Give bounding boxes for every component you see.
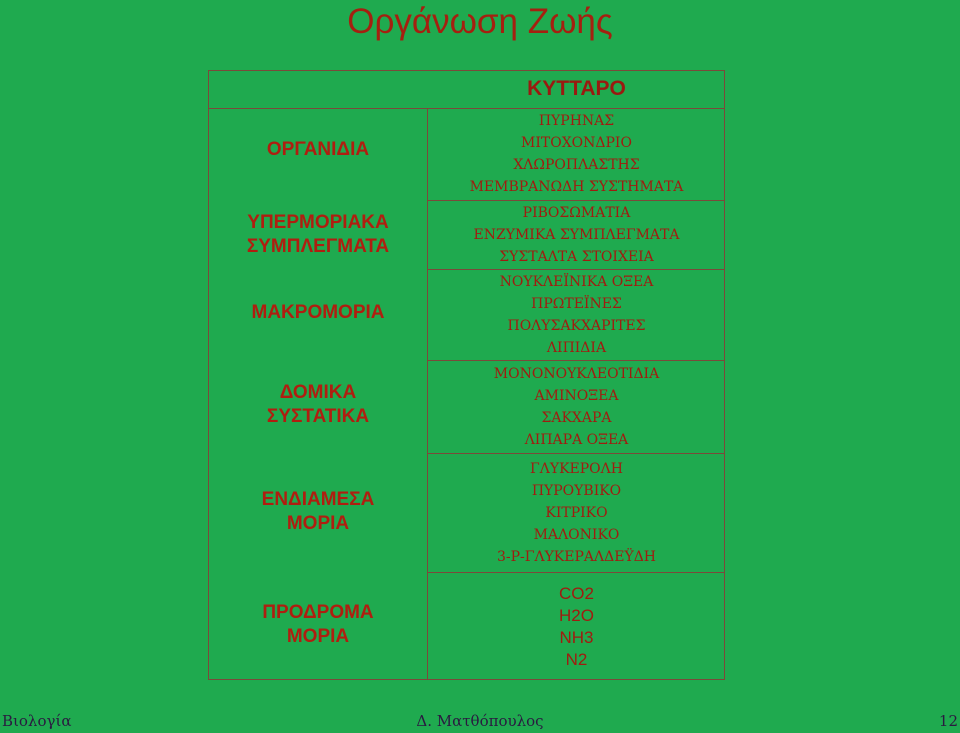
level-label-line: ΔΟΜΙΚΑ — [279, 382, 357, 403]
level-label-line: ΣΥΜΠΛΕΓΜΑΤΑ — [246, 236, 390, 257]
level-label-line: ΜΑΚΡΟΜΟΡΙΑ — [251, 302, 385, 323]
level-label — [209, 376, 427, 434]
level-label-line: ΟΡΓΑΝΙΔΙΑ — [266, 139, 370, 160]
level-label-line: ΣΥΣΤΑΤΙΚΑ — [266, 406, 370, 427]
level-items — [428, 108, 725, 200]
list-item: ΑΜΙΝΟΞΕΑ — [534, 387, 619, 404]
level-label-line: ΜΟΡΙΑ — [286, 513, 350, 534]
level-label-line: ΜΟΡΙΑ — [286, 626, 350, 647]
list-item: ΠΥΡΗΝΑΣ — [538, 113, 615, 129]
list-item: ΜΟΝΟΝΟΥΚΛΕΟΤΙΔΙΑ — [493, 365, 660, 382]
list-item: ΧΛΩΡΟΠΛΑΣΤΗΣ — [513, 157, 640, 173]
level-label-line: ΥΠΕΡΜΟΡΙΑΚΑ — [247, 212, 389, 233]
list-item: H2O — [559, 605, 594, 625]
level-items — [428, 575, 725, 678]
footer-subject: Βιολογία — [2, 712, 72, 730]
list-item: ΠΡΩΤΕΪΝΕΣ — [531, 295, 622, 312]
list-item: N2 — [565, 649, 588, 669]
level-label — [209, 290, 427, 336]
list-item: 3-Ρ-ΓΛΥΚΕΡΑΛΔΕΫΔΗ — [496, 548, 657, 565]
level-label — [209, 206, 427, 264]
level-label-line: ΕΝΔΙΑΜΕΣΑ — [261, 489, 375, 510]
level-items — [428, 269, 725, 360]
list-item: ΣΥΣΤΑΛΤΑ ΣΤΟΙΧΕΙΑ — [499, 248, 654, 265]
list-item: ΚΙΤΡΙΚΟ — [545, 504, 608, 521]
list-item: ΕΝΖΥΜΙΚΑ ΣΥΜΠΛΕΓΜΑΤΑ — [473, 226, 680, 243]
level-label — [209, 124, 427, 176]
level-label — [209, 483, 427, 541]
list-item: ΝΟΥΚΛΕΪΝΙΚΑ ΟΞΕΑ — [499, 273, 654, 290]
list-item: NH3 — [559, 627, 594, 647]
list-item: ΛΙΠΑΡΑ ΟΞΕΑ — [524, 431, 629, 448]
cell-header: ΚΥΤΤΑΡΟ — [527, 77, 626, 100]
list-item: ΜΕΜΒΡΑΝΩΔΗ ΣΥΣΤΗΜΑΤΑ — [469, 179, 684, 195]
level-label — [209, 596, 427, 654]
list-item: ΠΥΡΟΥΒΙΚΟ — [531, 482, 622, 499]
list-item: ΡΙΒΟΣΩΜΑΤΙΑ — [522, 204, 631, 221]
list-item: ΠΟΛΥΣΑΚΧΑΡΙΤΕΣ — [507, 317, 646, 334]
level-items — [428, 453, 725, 572]
level-items — [428, 360, 725, 453]
footer-author: Δ. Ματθόπουλος — [416, 712, 544, 730]
level-label-line: ΠΡΟΔΡΟΜΑ — [262, 602, 374, 623]
list-item: ΜΙΤΟΧΟΝΔΡΙΟ — [521, 135, 632, 151]
footer-page-number: 12 — [938, 712, 958, 730]
list-item: CO2 — [559, 583, 594, 603]
list-item: ΣΑΚΧΑΡΑ — [541, 409, 612, 426]
list-item: ΓΛΥΚΕΡΟΛΗ — [530, 460, 623, 477]
page-title: Οργάνωση Ζωής — [347, 2, 613, 41]
list-item: ΛΙΠΙΔΙΑ — [546, 339, 607, 356]
list-item: ΜΑΛΟΝΙΚΟ — [533, 526, 620, 543]
row-divider — [428, 572, 725, 573]
level-items — [428, 200, 725, 269]
